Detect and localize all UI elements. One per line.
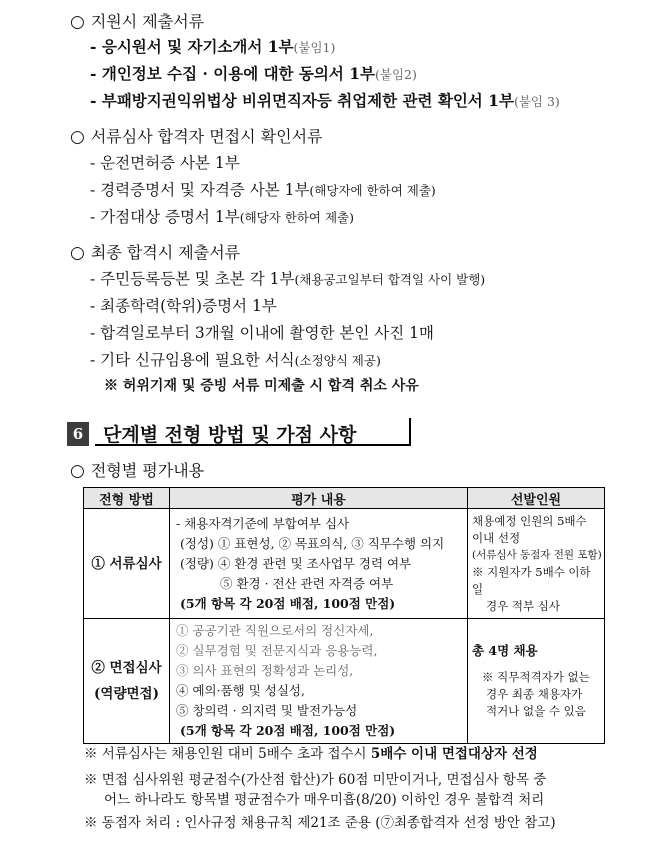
item-text: 합격일로부터 3개월 이내에 촬영한 본인 사진 1매 — [100, 324, 434, 342]
list-item: - 기타 신규임용에 필요한 서식(소정양식 제공) — [90, 351, 381, 369]
list-item: - 개인정보 수집 · 이용에 대한 동의서 1부(붙임2) — [90, 64, 417, 83]
row-type-interview — [84, 619, 170, 744]
list-item: - 경력증명서 및 자격증 사본 1부(해당자에 한하여 제출) — [90, 181, 436, 199]
note-line: 어느 하나라도 항목별 평균점수가 매우미흡(8/20) 이하인 경우 불합격 처리 — [104, 792, 545, 808]
row-selection-document — [468, 509, 605, 619]
item-note: (붙임1) — [293, 40, 336, 55]
row-content-interview — [170, 619, 468, 744]
table-row — [84, 619, 605, 744]
circle-bullet-icon: ○ — [70, 461, 85, 481]
selection-line: ※ 지원자가 5배수 이하일 — [472, 564, 591, 596]
content-line: ② 실무경험 및 전문지식과 응용능력, — [176, 643, 378, 658]
section-title: 서류심사 합격자 면접시 확인서류 — [90, 127, 323, 146]
subsection-heading — [70, 458, 204, 481]
section-number-badge: 6 — [67, 422, 89, 446]
circle-bullet-icon: ○ — [70, 243, 85, 263]
header-content: 평가 내용 — [170, 488, 468, 509]
item-note: (소정양식 제공) — [294, 353, 381, 368]
content-line: ⑤ 환경 · 전산 관련 자격증 여부 — [220, 575, 394, 591]
item-text: 부패방지권익위법상 비위면직자등 취업제한 관련 확인서 1부 — [101, 91, 514, 110]
section-title: 최종 합격시 제출서류 — [90, 243, 241, 262]
selection-line: ※ 직무적격자가 없는 — [482, 670, 590, 684]
warning-text: ※ 허위기재 및 증빙 서류 미제출 시 합격 취소 사유 — [104, 378, 419, 394]
selection-line: 이내 선정 — [472, 530, 521, 545]
selection-line: 총 4명 채용 — [472, 643, 538, 658]
item-note: (붙임 3) — [513, 94, 560, 109]
item-text: 가점대상 증명서 1부 — [100, 208, 240, 226]
table-row — [84, 509, 605, 619]
content-line: (정량) ④ 환경 관련 및 조사업무 경력 여부 — [180, 555, 412, 571]
row-type-document — [84, 509, 170, 619]
header-method: 전형 방법 — [84, 488, 170, 509]
selection-line: 경우 최종 채용자가 — [486, 687, 583, 701]
subsection-title: 전형별 평가내용 — [90, 461, 205, 480]
list-item: - 가점대상 증명서 1부(해당자 한하여 제출) — [90, 208, 354, 226]
note-line: ※ 동점자 처리 : 인사규정 채용규칙 제21조 준용 (⑦최종합격자 선정 방안 참고) — [84, 815, 556, 831]
content-line: ① 공공기관 직원으로서의 정신자세, — [176, 623, 374, 638]
content-line: ⑤ 창의력 · 의지력 및 발전가능성 — [176, 703, 358, 718]
list-item: - 운전면허증 사본 1부 — [90, 154, 240, 172]
list-item: - 주민등록등본 및 초본 각 1부(채용공고일부터 합격일 사이 발행) — [90, 270, 486, 288]
circle-bullet-icon: ○ — [70, 12, 85, 32]
row-selection-interview — [468, 619, 605, 744]
evaluation-table — [83, 487, 605, 744]
content-line: (정성) ① 표현성, ② 목표의식, ③ 직무수행 의지 — [180, 535, 445, 551]
item-text: 기타 신규임용에 필요한 서식 — [100, 351, 295, 369]
item-text: 개인정보 수집 · 이용에 대한 동의서 1부 — [101, 64, 375, 83]
item-text: 응시원서 및 자기소개서 1부 — [101, 37, 294, 56]
content-line: (5개 항목 각 20점 배점, 100점 만점) — [180, 595, 396, 611]
item-note: (채용공고일부터 합격일 사이 발행) — [294, 272, 486, 287]
row-content-document — [170, 509, 468, 619]
header-selection: 선발인원 — [468, 488, 605, 509]
list-item: - 응시원서 및 자기소개서 1부(붙임1) — [90, 37, 336, 56]
section-6-title: 단계별 전형 방법 및 가점 사항 — [103, 424, 357, 446]
content-line: ④ 예의·품행 및 성실성, — [176, 683, 305, 698]
note-line: ※ 면접 심사위원 평균점수(가산점 합산)가 60점 미만이거나, 면접심사 항목 중 — [84, 772, 547, 788]
type-label: ② 면접심사 — [91, 660, 162, 676]
section-6-heading — [95, 418, 411, 446]
list-item: - 최종학력(학위)증명서 1부 — [90, 297, 277, 315]
section-title: 지원시 제출서류 — [90, 12, 205, 31]
selection-line: 채용예정 인원의 5배수 — [472, 513, 587, 528]
item-note: (해당자 한하여 제출) — [239, 210, 354, 225]
item-text: 경력증명서 및 자격증 사본 1부 — [100, 181, 310, 199]
selection-line: (서류심사 동점자 전원 포함) — [472, 548, 602, 561]
content-line: ③ 의사 표현의 정확성과 논리성, — [176, 663, 354, 678]
note-text: ※ 서류심사는 채용인원 대비 5배수 초과 접수시 — [84, 746, 371, 762]
selection-line: 경우 적부 심사 — [486, 598, 560, 613]
type-label: ① 서류심사 — [91, 555, 162, 572]
list-item: - 합격일로부터 3개월 이내에 촬영한 본인 사진 1매 — [90, 324, 434, 342]
table-header-row — [84, 488, 605, 509]
note-bold-text: 5배수 이내 면접대상자 선정 — [370, 746, 538, 762]
content-line: (5개 항목 각 20점 배점, 100점 만점) — [180, 723, 396, 738]
section-heading-final-docs — [70, 240, 240, 263]
item-note: (붙임2) — [375, 67, 417, 82]
section-heading-application-docs — [70, 9, 204, 32]
item-text: 최종학력(학위)증명서 1부 — [100, 297, 277, 315]
list-item: - 부패방지권익위법상 비위면직자등 취업제한 관련 확인서 1부(붙임 3) — [90, 91, 560, 110]
circle-bullet-icon: ○ — [70, 127, 85, 147]
type-sublabel: (역량면접) — [94, 686, 159, 702]
note-line — [84, 742, 538, 762]
item-note: (해당자에 한하여 제출) — [309, 183, 436, 198]
section-heading-interview-docs — [70, 124, 323, 147]
selection-line: 적거나 없을 수 있음 — [486, 704, 586, 718]
item-text: 운전면허증 사본 1부 — [100, 154, 240, 172]
content-line: - 채용자격기준에 부합여부 심사 — [176, 515, 350, 531]
item-text: 주민등록등본 및 초본 각 1부 — [100, 270, 295, 288]
